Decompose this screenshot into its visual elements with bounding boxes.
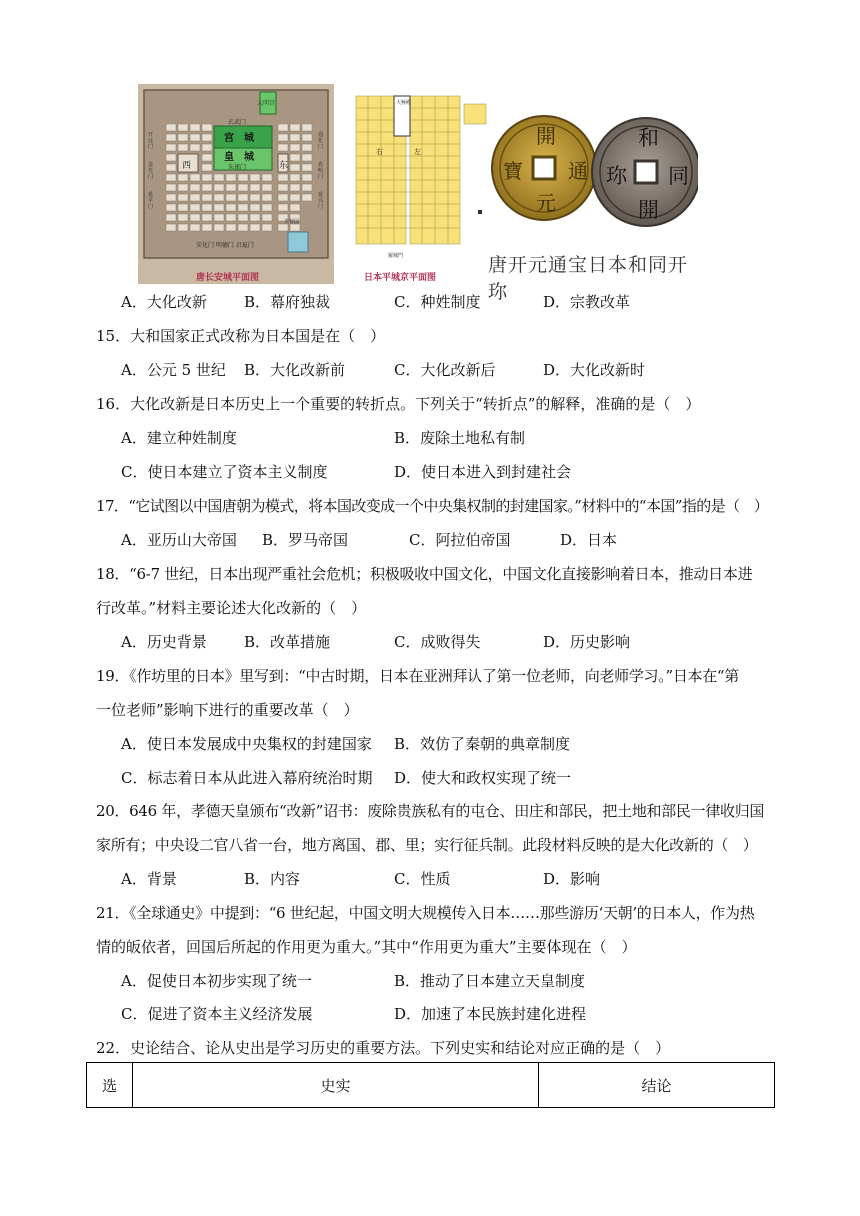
q14-option-a[interactable]: A．大化改新: [121, 293, 207, 311]
table-header-option: 选: [87, 1063, 133, 1108]
huang-label: 皇 城: [224, 152, 254, 163]
q17-stem: 17．“它试图以中国唐朝为模式，将本国改变成一个中央集权制的封建国家。”材料中的“本国”指的是（ ）: [96, 497, 769, 515]
q21-stem-line2: 情的皈依者，回国后所起的作用更为重大。”其中“作用更为重大”主要体现在（ ）: [96, 938, 637, 956]
q22-stem: 22．史论结合、论从史出是学习历史的重要方法。下列史实和结论对应正确的是（ ）: [96, 1039, 671, 1057]
q19-option-b[interactable]: B．效仿了秦朝的典章制度: [394, 735, 571, 753]
west-gate-3: 延平门: [148, 192, 154, 210]
q18-option-a[interactable]: A．历史背景: [121, 633, 207, 651]
heijo-right-label: 右: [376, 148, 383, 156]
q17-option-c[interactable]: C．阿拉伯帝国: [409, 531, 511, 549]
heijo-map: [352, 92, 492, 270]
q15-stem: 15．大和国家正式改称为日本国是在（ ）: [96, 327, 386, 345]
daming-label: 大明宫: [257, 100, 276, 107]
table-header-conclusion: 结论: [539, 1063, 775, 1108]
east-market-label: 东: [279, 161, 289, 171]
q20-stem-line1: 20．646 年，孝德天皇颁布“改新”诏书：废除贵族私有的屯仓、田庄和部民，把土地和部民一律收归国: [96, 802, 765, 820]
table-row: [87, 1063, 775, 1108]
q21-option-d[interactable]: D．加速了本民族封建化进程: [394, 1005, 587, 1023]
q20-option-c[interactable]: C．性质: [394, 870, 451, 888]
q19-option-d[interactable]: D．使大和政权实现了统一: [394, 769, 572, 787]
west-gate-2: 金光门: [148, 162, 154, 180]
q18-option-c[interactable]: C．成败得失: [394, 633, 481, 651]
q16-stem: 16．大化改新是日本历史上一个重要的转折点。下列关于“转折点”的解释，准确的是（ ）: [96, 395, 701, 413]
q17-option-a[interactable]: A．亚历山大帝国: [121, 531, 237, 549]
heijo-rashomon-label: 羅城門: [388, 253, 404, 259]
coin2-char-right: 同: [668, 164, 689, 188]
xuanwu-label: 玄武门: [228, 119, 247, 126]
zhuque-label: 朱雀门: [228, 164, 247, 171]
furong-label: 芙蓉园: [284, 219, 300, 225]
q16-option-a[interactable]: A．建立种姓制度: [121, 429, 237, 447]
q19-option-a[interactable]: A．使日本发展成中央集权的封建国家: [121, 735, 372, 753]
east-gate-1: 通化门: [318, 132, 324, 150]
q21-option-c[interactable]: C．促进了资本主义经济发展: [121, 1005, 313, 1023]
q15-option-b[interactable]: B．大化改新前: [244, 361, 346, 379]
coin2-char-left: 珎: [606, 164, 627, 188]
q21-option-b[interactable]: B．推动了日本建立天皇制度: [394, 972, 586, 990]
coin1-char-left: 寶: [503, 159, 523, 183]
coin1-char-top: 開: [536, 124, 556, 148]
table-header-fact: 史实: [133, 1063, 539, 1108]
heijo-palace-label: 大極殿: [396, 100, 412, 106]
changan-caption: 唐长安城平面图: [196, 273, 260, 283]
q19-stem-line1: 19．《作坊里的日本》里写到：“中古时期，日本在亚洲拜认了第一位老师，向老师学习。”日本在“第: [96, 667, 739, 685]
q18-stem-line1: 18．“6-7 世纪，日本出现严重社会危机；积极吸收中国文化，中国文化直接影响着日本，推动日本进: [96, 565, 753, 583]
q20-option-b[interactable]: B．内容: [244, 870, 301, 888]
west-gate-1: 开远门: [148, 132, 154, 150]
q17-option-b[interactable]: B．罗马帝国: [262, 531, 349, 549]
q18-option-b[interactable]: B．改革措施: [244, 633, 331, 651]
q16-option-c[interactable]: C．使日本建立了资本主义制度: [121, 463, 328, 481]
coin1-char-right: 通: [568, 159, 588, 183]
coin2-char-top: 和: [638, 126, 659, 150]
q22-table: [86, 1062, 775, 1108]
q18-stem-line2: 行改革。”材料主要论述大化改新的（ ）: [96, 599, 367, 617]
q21-stem-line1: 21．《全球通史》中提到：“6 世纪起，中国文明大规模传入日本……那些游历‘天朝’的日本人，作为热: [96, 904, 755, 922]
coins-caption: 唐开元通宝日本和同开珎: [488, 254, 689, 303]
west-market-label: 西: [182, 161, 192, 171]
q14-option-c[interactable]: C．种姓制度: [394, 293, 481, 311]
q20-stem-line2: 家所有；中央设二官八省一台，地方离国、郡、里；实行征兵制。此段材料反映的是大化改新的（ ）: [96, 836, 758, 854]
q19-option-c[interactable]: C．标志着日本从此进入幕府统治时期: [121, 769, 373, 787]
q16-option-b[interactable]: B．废除土地私有制: [394, 429, 526, 447]
q15-option-d[interactable]: D．大化改新时: [543, 361, 646, 379]
heijo-left-label: 左: [414, 148, 421, 156]
q14-option-b[interactable]: B．幕府独裁: [244, 293, 331, 311]
q20-option-a[interactable]: A．背景: [121, 870, 177, 888]
q17-option-d[interactable]: D．日本: [560, 531, 618, 549]
q20-option-d[interactable]: D．影响: [543, 870, 601, 888]
changan-map: [138, 84, 334, 284]
heijo-caption: 日本平城京平面图: [364, 273, 437, 283]
q15-option-c[interactable]: C．大化改新后: [394, 361, 496, 379]
q15-option-a[interactable]: A．公元 5 世纪: [121, 361, 226, 379]
south-gates-label: 安化门 明德门 启夏门: [196, 242, 254, 249]
coin2-char-bottom: 開: [638, 198, 659, 222]
coin1-char-bottom: 元: [536, 191, 556, 215]
q18-option-d[interactable]: D．历史影响: [543, 633, 631, 651]
east-gate-2: 春明门: [318, 162, 324, 180]
q14-option-d[interactable]: D．宗教改革: [543, 293, 631, 311]
q19-stem-line2: 一位老师”影响下进行的重要改革（ ）: [96, 701, 359, 719]
q16-option-d[interactable]: D．使日本进入到封建社会: [394, 463, 572, 481]
east-gate-3: 延兴门: [318, 192, 324, 210]
gong-label: 宫 城: [224, 133, 254, 144]
q21-option-a[interactable]: A．促使日本初步实现了统一: [121, 972, 312, 990]
